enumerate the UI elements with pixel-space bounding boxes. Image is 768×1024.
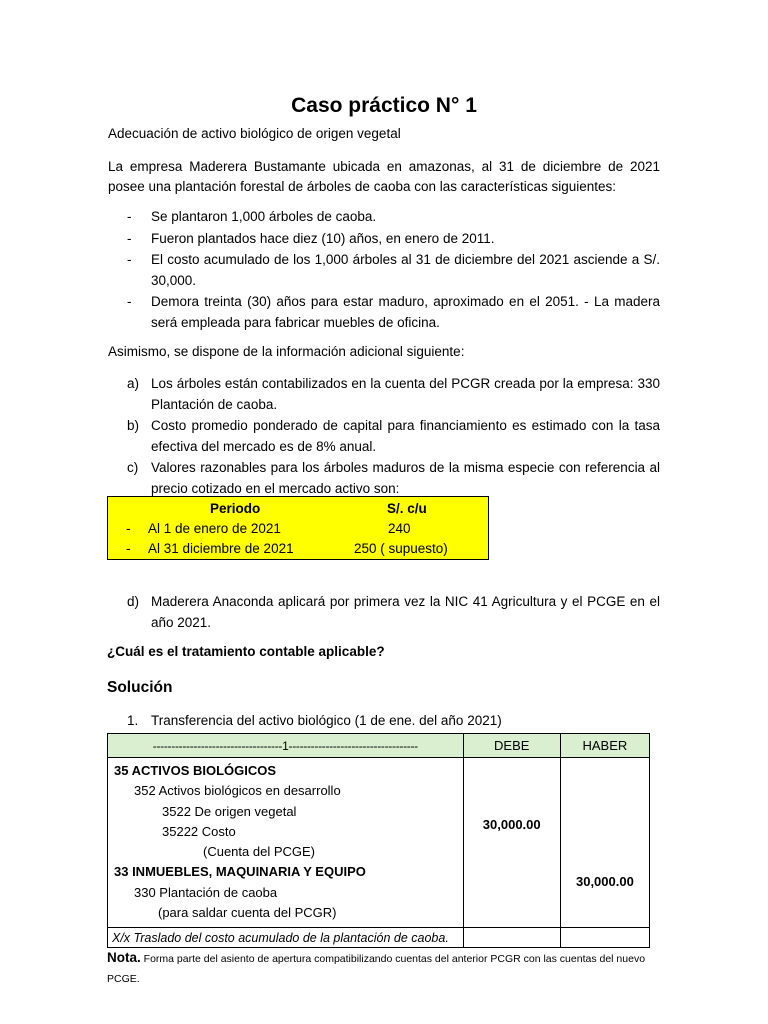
ledger-header-haber: HABER [560,734,649,758]
account-line: 33 INMUEBLES, MAQUINARIA Y EQUIPO [114,864,366,880]
ledger-gloss-haber [560,928,649,948]
list-item [108,374,660,415]
question: ¿Cuál es el tratamiento contable aplicable? [107,644,385,659]
price-table-header-period: Periodo [210,501,261,516]
list-marker: a) [127,376,140,391]
list-marker: - [127,209,132,224]
ledger-gloss: X/x Traslado del costo acumulado de la plantación de caoba. [108,928,464,948]
row-period: Al 31 diciembre de 2021 [148,541,294,556]
list-item [108,207,660,228]
solution-heading: Solución [107,679,173,696]
ledger-header-debe: DEBE [463,734,560,758]
note [107,948,662,989]
list-item [108,250,660,291]
list-item [108,416,660,457]
step-text: Transferencia del activo biológico (1 de ene. del año 2021) [151,713,502,728]
list-item [108,229,660,250]
list-marker: c) [127,460,139,475]
ledger-gloss-row [108,928,650,948]
row-period: Al 1 de enero de 2021 [148,521,281,536]
row-value: 250 ( supuesto) [354,541,448,556]
row-marker: - [126,521,131,536]
table-row [108,541,488,561]
additional-intro: Asimismo, se dispone de la información adicional siguiente: [108,344,465,359]
row-value: 240 [388,521,411,536]
list-item-text: Los árboles están contabilizados en la cuenta del PCGR creada por la empresa: 330 Plantación de caoba. [151,376,660,412]
account-line: 35 ACTIVOS BIOLÓGICOS [114,763,277,778]
intro-paragraph: La empresa Maderera Bustamante ubicada en amazonas, al 31 de diciembre de 2021 posee una plantación forestal de árboles de caoba con las características siguientes: [108,159,660,194]
list-marker: - [127,294,132,309]
note-label: Nota. [107,950,141,965]
list-item-text: Fueron plantados hace diez (10) años, en enero de 2011. [151,230,495,246]
list-marker: - [127,252,132,267]
list-item-text: El costo acumulado de los 1,000 árboles al 31 de diciembre del 2021 asciende a S/. 30,000. [151,252,660,288]
account-line: 35222 Costo [162,823,236,839]
ledger-debe-cell [463,758,560,928]
list-item-text: Maderera Anaconda aplicará por primera vez la NIC 41 Agricultura y el PCGE en el año 2021. [151,594,660,630]
list-item [108,458,660,499]
ledger-accounts [108,758,464,928]
table-row [108,521,488,541]
characteristics-list [108,207,660,334]
price-table-header-value: S/. c/u [387,501,427,516]
list-marker: - [127,230,132,246]
list-item-text: Valores razonables para los árboles maduros de la misma especie con referencia al precio cotizado en el mercado activo son: [151,460,660,496]
list-marker: d) [127,594,140,609]
account-line: 352 Activos biológicos en desarrollo [134,783,341,799]
page-title: Caso práctico N° 1 [291,94,477,117]
step-marker: 1. [127,713,139,728]
subtitle: Adecuación de activo biológico de origen vegetal [108,126,401,141]
note-text: Forma parte del asiento de apertura compatibilizando cuentas del anterior PCGR con las cuentas del nuevo PCGE. [107,953,646,985]
ledger-header-label: -----------------------------------1----------------------------------- [108,734,464,758]
account-line: 330 Plantación de caoba [134,884,278,900]
debe-amount: 30,000.00 [482,817,541,832]
account-line: (Cuenta del PCGE) [203,844,315,860]
ledger-body-row [108,758,650,928]
list-item-text: Se plantaron 1,000 árboles de caoba. [151,209,377,224]
list-item-text: Costo promedio ponderado de capital para financiamiento es estimado con la tasa efectiva del mercado es de 8% anual. [151,418,660,454]
list-marker: b) [127,418,140,433]
ledger-haber-cell [560,758,649,928]
account-line: 3522 De origen vegetal [162,803,297,819]
list-item [108,592,660,633]
account-line: (para saldar cuenta del PCGR) [158,905,337,921]
list-item [108,292,660,333]
ledger-header-row [108,734,650,758]
price-table [107,496,489,560]
haber-amount: 30,000.00 [575,874,634,889]
item-d-list [108,592,660,634]
row-marker: - [126,541,131,556]
ledger-table [107,733,650,948]
list-item-text: Demora treinta (30) años para estar maduro, aproximado en el 2051. - La madera será empleada para fabricar muebles de oficina. [151,294,660,330]
additional-info-list [108,374,660,500]
ledger-gloss-debe [463,928,560,948]
